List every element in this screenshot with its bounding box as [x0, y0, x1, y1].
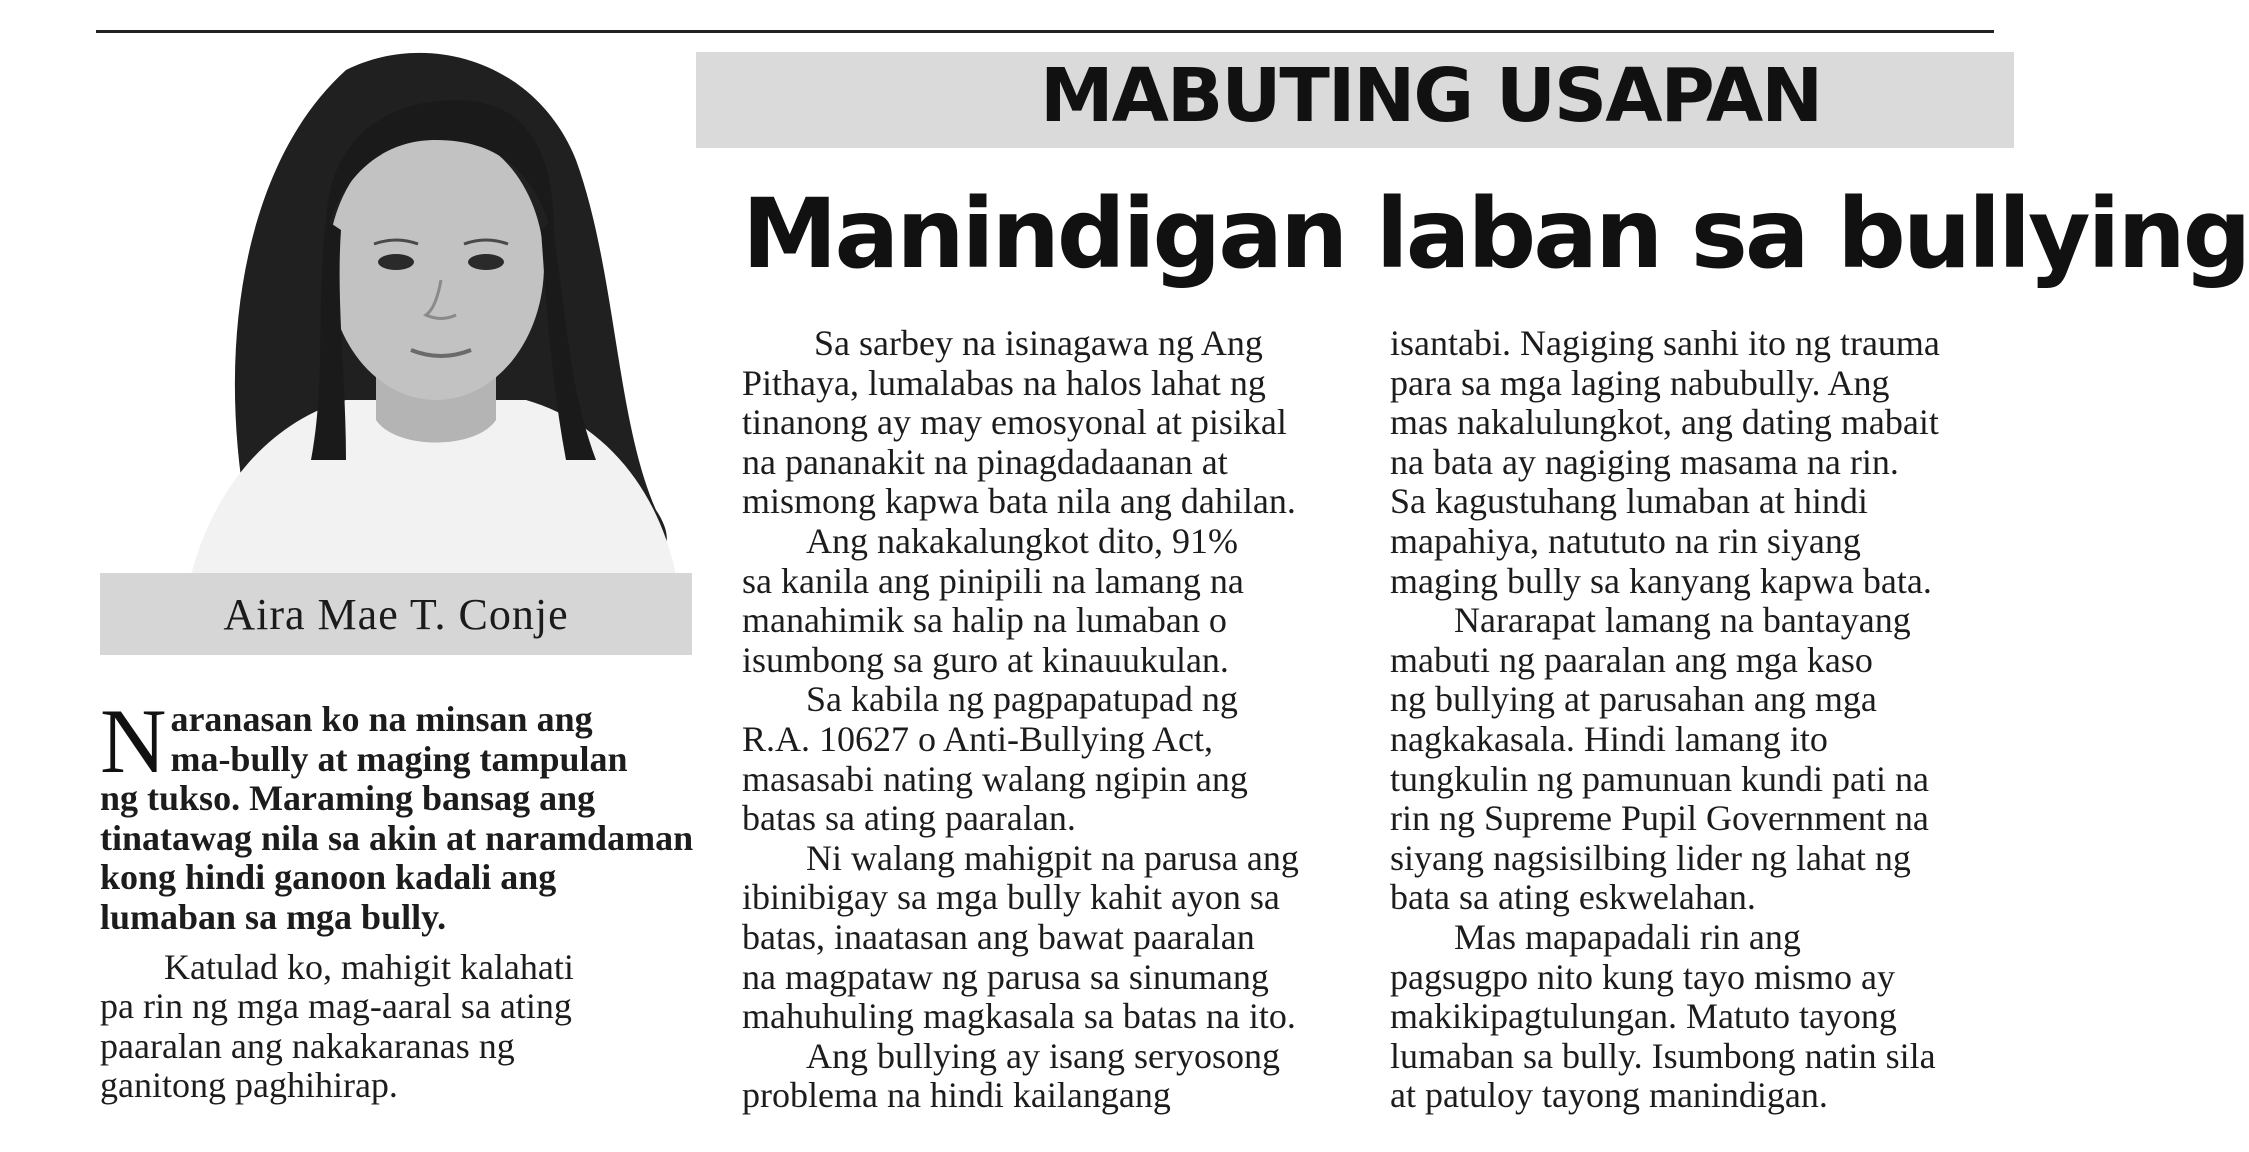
article-column-2 — [742, 324, 1342, 1116]
text-line: mismong kapwa bata nila ang dahilan. — [742, 481, 1296, 522]
text-line: ibinibigay sa mga bully kahit ayon sa — [742, 877, 1280, 918]
text-line: Pithaya, lumalabas na halos lahat ng — [742, 362, 1266, 403]
text-line: Ni walang mahigpit na parusa ang — [806, 837, 1299, 878]
text-line: Ang bullying ay isang seryosong — [806, 1035, 1280, 1076]
text-line: problema na hindi kailangang — [742, 1075, 1171, 1116]
text-line: rin ng Supreme Pupil Government na — [1390, 798, 1929, 839]
text-line: mapahiya, natututo na rin siyang — [1390, 520, 1861, 561]
text-line: para sa mga laging nabubully. Ang — [1390, 362, 1890, 403]
text-line: tinanong ay may emosyonal at pisikal — [742, 402, 1287, 443]
text-line: mahuhuling magkasala sa batas na ito. — [742, 996, 1296, 1037]
author-byline: Aira Mae T. Conje — [223, 589, 569, 639]
paragraph — [742, 680, 1342, 838]
text-line: Sa kagustuhang lumaban at hindi — [1390, 481, 1868, 522]
headline: Manindigan laban sa bullying — [742, 178, 2249, 290]
text-line: maging bully sa kanyang kapwa bata. — [1390, 560, 1932, 601]
text-line: batas, inaatasan ang bawat paaralan — [742, 916, 1255, 957]
author-photo — [96, 40, 696, 575]
text-line: bata sa ating eskwelahan. — [1390, 877, 1756, 918]
text-line: kong hindi ganoon kadali ang — [100, 857, 557, 898]
text-line: Sa kabila ng pagpapatupad ng — [806, 679, 1238, 720]
text-line: ma-bully at maging tampulan — [170, 738, 628, 779]
text-line: siyang nagsisilbing lider ng lahat ng — [1390, 837, 1911, 878]
lead-paragraph — [100, 690, 700, 938]
section-label: MABUTING USAPAN — [1040, 53, 1822, 139]
text-line: na bata ay nagiging masama na rin. — [1390, 441, 1899, 482]
text-line: ng bullying at parusahan ang mga — [1390, 679, 1877, 720]
paragraph — [100, 948, 700, 1106]
text-line: Nararapat lamang na bantayang — [1454, 600, 1911, 641]
dropcap: N — [100, 690, 167, 792]
text-line: pagsugpo nito kung tayo mismo ay — [1390, 956, 1895, 997]
text-line: lumaban sa mga bully. — [100, 896, 447, 937]
article-column-3 — [1390, 324, 1998, 1116]
paragraph — [1390, 601, 1998, 918]
text-line: mas nakalulungkot, ang dating mabait — [1390, 402, 1939, 443]
text-line: tungkulin ng pamunuan kundi pati na — [1390, 758, 1929, 799]
text-line: Katulad ko, mahigit kalahati — [164, 946, 574, 987]
text-line: paaralan ang nakakaranas ng — [100, 1025, 515, 1066]
text-line: isumbong sa guro at kinauukulan. — [742, 639, 1229, 680]
paragraph — [742, 522, 1342, 680]
paragraph — [1390, 324, 1998, 601]
byline-box — [100, 573, 692, 655]
text-line: mabuti ng paaralan ang mga kaso — [1390, 639, 1873, 680]
text-line: lumaban sa bully. Isumbong natin sila — [1390, 1035, 1936, 1076]
text-line: na magpataw ng parusa sa sinumang — [742, 956, 1269, 997]
text-line: Ang nakakalungkot dito, 91% — [806, 520, 1238, 561]
text-line: ng tukso. Maraming bansag ang — [100, 778, 596, 819]
text-line: masasabi nating walang ngipin ang — [742, 758, 1248, 799]
text-line: batas sa ating paaralan. — [742, 798, 1076, 839]
text-line: isantabi. Nagiging sanhi ito ng trauma — [1390, 323, 1940, 363]
top-rule — [96, 30, 1994, 33]
text-line: nagkakasala. Hindi lamang ito — [1390, 718, 1828, 759]
paragraph — [1390, 918, 1998, 1116]
text-line: sa kanila ang pinipili na lamang na — [742, 560, 1244, 601]
text-line: na pananakit na pinagdadaanan at — [742, 441, 1228, 482]
text-line: R.A. 10627 o Anti-Bullying Act, — [742, 718, 1214, 759]
text-line: Mas mapapadali rin ang — [1454, 916, 1801, 957]
text-line: pa rin ng mga mag-aaral sa ating — [100, 986, 572, 1027]
text-line: tinatawag nila sa akin at naramdaman — [100, 817, 694, 858]
text-line: aranasan ko na minsan ang — [170, 699, 593, 739]
paragraph — [742, 839, 1342, 1037]
text-line: manahimik sa halip na lumaban o — [742, 600, 1227, 641]
text-line: at patuloy tayong manindigan. — [1390, 1075, 1828, 1116]
text-line: Sa sarbey na isinagawa ng Ang — [814, 323, 1263, 363]
text-line: ganitong paghihirap. — [100, 1065, 398, 1106]
paragraph — [742, 1037, 1342, 1116]
article-column-1 — [100, 690, 700, 1106]
paragraph — [742, 324, 1342, 522]
text-line: makikipagtulungan. Matuto tayong — [1390, 996, 1897, 1037]
